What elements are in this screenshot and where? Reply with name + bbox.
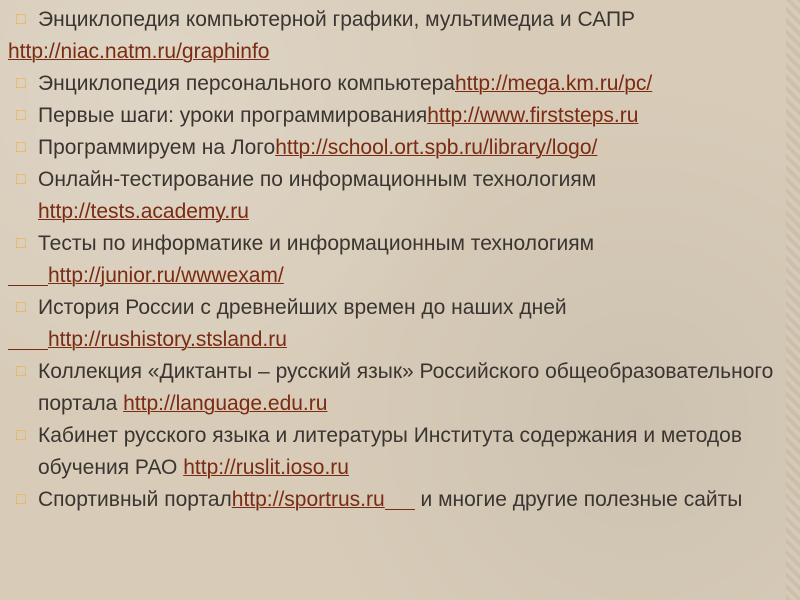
item-link[interactable]: http://www.firststeps.ru: [427, 104, 639, 127]
item-text: История России с древнейших времен до наших дней: [38, 296, 567, 319]
item-link[interactable]: http://tests.academy.ru: [38, 200, 249, 223]
bullet-icon: □: [16, 235, 26, 252]
list-item: [8, 356, 784, 420]
link-underline-spacer: [8, 327, 48, 350]
list-item: [8, 324, 784, 356]
item-text: Спортивный портал: [38, 488, 232, 511]
list-item: [8, 228, 784, 260]
list-item: [8, 420, 784, 484]
item-text: Тесты по информатике и информационным технологиям: [38, 232, 595, 255]
item-text: Онлайн-тестирование по информационным технологиям: [38, 168, 597, 191]
bullet-icon: □: [16, 11, 26, 28]
item-link[interactable]: http://language.edu.ru: [123, 392, 328, 415]
item-link[interactable]: http://school.ort.spb.ru/library/logo/: [275, 136, 598, 159]
item-link[interactable]: http://ruslit.ioso.ru: [183, 456, 349, 479]
bullet-icon: □: [16, 171, 26, 188]
list-item: [8, 164, 784, 228]
list-item: [8, 292, 784, 324]
link-underline-spacer: [8, 263, 48, 286]
decorative-border: [786, 0, 800, 600]
item-text: Коллекция «Диктанты – русский язык» Российского общеобразовательного портала: [38, 360, 774, 415]
bullet-icon: □: [16, 299, 26, 316]
list-item: [8, 36, 784, 68]
bullet-icon: □: [16, 107, 26, 124]
list-item: [8, 68, 784, 100]
bullet-icon: □: [16, 427, 26, 444]
item-text: Первые шаги: уроки программирования: [38, 104, 428, 127]
bullet-icon: □: [16, 363, 26, 380]
bullet-icon: □: [16, 139, 26, 156]
item-text: Энциклопедия компьютерной графики, мультимедиа и САПР: [38, 8, 636, 31]
list-item: [8, 132, 784, 164]
list-item: [8, 260, 784, 292]
list-item: [8, 4, 784, 36]
item-text: Кабинет русского языка и литературы Института содержания и методов обучения РАО: [38, 424, 743, 479]
item-text: Программируем на Лого: [38, 136, 276, 159]
list-item: [8, 484, 784, 516]
item-link[interactable]: http://rushistory.stsland.ru: [48, 328, 287, 351]
bullet-icon: □: [16, 491, 26, 508]
item-link[interactable]: http://sportrus.ru: [231, 488, 385, 511]
item-link[interactable]: http://mega.km.ru/pc/: [455, 72, 653, 95]
item-text-after: и многие другие полезные сайты: [414, 488, 743, 511]
link-underline-spacer: [385, 487, 415, 510]
item-link[interactable]: http://junior.ru/wwwexam/: [48, 264, 284, 287]
link-list: [8, 4, 784, 516]
item-text: Энциклопедия персонального компьютера: [38, 72, 455, 95]
list-item: [8, 100, 784, 132]
item-link[interactable]: http://niac.natm.ru/graphinfo: [8, 40, 270, 63]
bullet-icon: □: [16, 75, 26, 92]
